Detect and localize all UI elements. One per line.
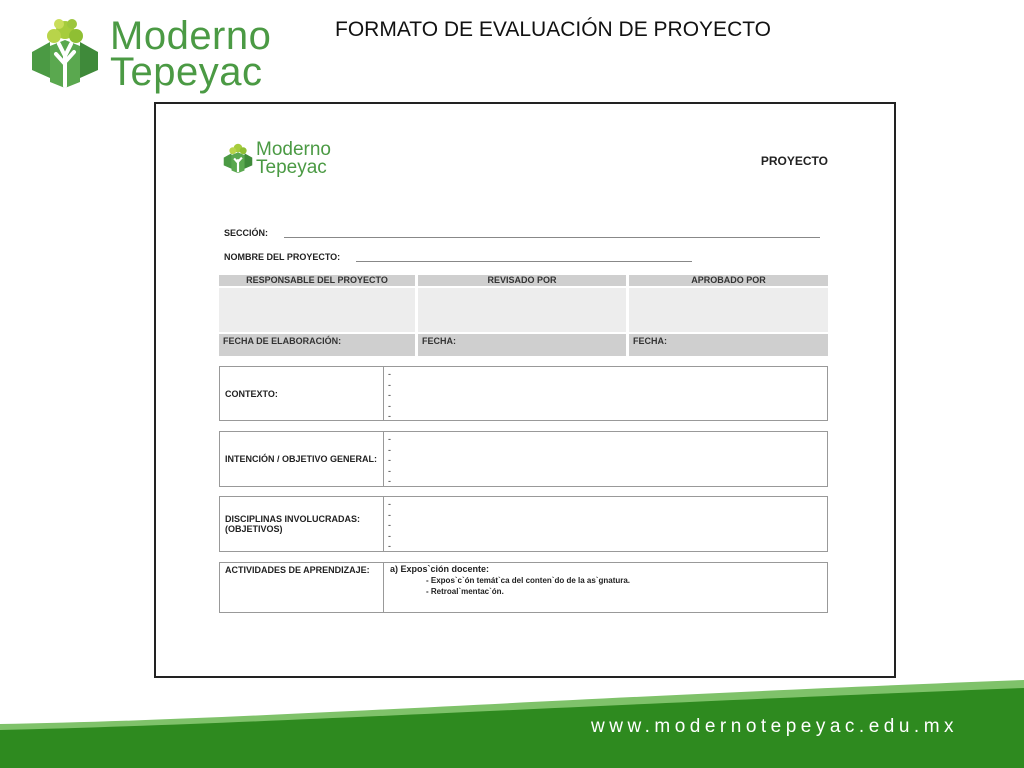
- bullet: -: [388, 411, 391, 421]
- bullet: -: [388, 400, 391, 411]
- activities-content: [390, 564, 630, 597]
- slide-title: FORMATO DE EVALUACIÓN DE PROYECTO: [335, 18, 772, 41]
- intencion-section: [219, 431, 828, 487]
- column-header: APROBADO POR: [629, 275, 828, 286]
- bullet: -: [388, 390, 391, 400]
- aprobado-column: [629, 275, 828, 356]
- document-logo-line1: Moderno: [256, 139, 331, 160]
- column-footer: FECHA:: [629, 334, 828, 356]
- column-cell: [219, 288, 415, 332]
- website-url: www.modernotepeyac.edu.mx: [591, 716, 959, 737]
- document-logo: [222, 138, 362, 186]
- evaluation-form-document: [154, 102, 896, 678]
- section-label: ACTIVIDADES DE APRENDIZAJE:: [220, 563, 384, 612]
- disciplinas-section: [219, 496, 828, 552]
- section-bullets: [388, 369, 391, 422]
- bullet: -: [388, 465, 391, 476]
- bullet: -: [388, 379, 391, 390]
- bullet: -: [388, 434, 391, 444]
- responsable-column: [219, 275, 415, 356]
- activity-item: a) Expos`ción docente:: [390, 564, 490, 574]
- section-label: INTENCIÓN / OBJETIVO GENERAL:: [220, 432, 384, 486]
- bullet: -: [388, 541, 391, 551]
- revisado-column: [418, 275, 626, 356]
- seccion-field: [224, 228, 824, 238]
- section-label: DISCIPLINAS INVOLUCRADAS: (OBJETIVOS): [220, 497, 384, 551]
- actividades-section: [219, 562, 828, 613]
- bullet: -: [388, 530, 391, 541]
- document-heading: PROYECTO: [760, 154, 828, 168]
- section-bullets: [388, 499, 391, 552]
- bullet: -: [388, 476, 391, 486]
- column-footer: FECHA:: [418, 334, 626, 356]
- bullet: -: [388, 509, 391, 520]
- column-header: RESPONSABLE DEL PROYECTO: [219, 275, 415, 286]
- activity-subitem: - Expos`c`ón temát`ca del conten`do de la as`gnatura.: [426, 576, 631, 585]
- column-footer: FECHA DE ELABORACIÓN:: [219, 334, 415, 356]
- bullet: -: [388, 369, 391, 379]
- seccion-label: SECCIÓN:: [224, 228, 269, 238]
- nombre-proyecto-label: NOMBRE DEL PROYECTO:: [224, 252, 341, 262]
- brand-line1: Moderno: [110, 14, 272, 58]
- bullet: -: [388, 520, 391, 530]
- column-cell: [629, 288, 828, 332]
- seccion-line: [284, 237, 820, 238]
- column-header: REVISADO POR: [418, 275, 626, 286]
- bullet: -: [388, 455, 391, 465]
- brand-logo: [28, 14, 308, 92]
- contexto-section: [219, 366, 828, 421]
- column-cell: [418, 288, 626, 332]
- activity-subitem: - Retroal`mentac`ón.: [426, 587, 504, 596]
- nombre-proyecto-field: [224, 252, 824, 262]
- section-label: CONTEXTO:: [220, 367, 384, 420]
- bullet: -: [388, 444, 391, 455]
- brand-line2: Tepeyac: [110, 50, 263, 94]
- document-logo-line2: Tepeyac: [256, 157, 327, 178]
- section-bullets: [388, 434, 391, 487]
- bullet: -: [388, 499, 391, 509]
- nombre-proyecto-line: [356, 261, 692, 262]
- tree-logo-icon: [28, 16, 102, 90]
- tree-logo-icon: [222, 142, 254, 174]
